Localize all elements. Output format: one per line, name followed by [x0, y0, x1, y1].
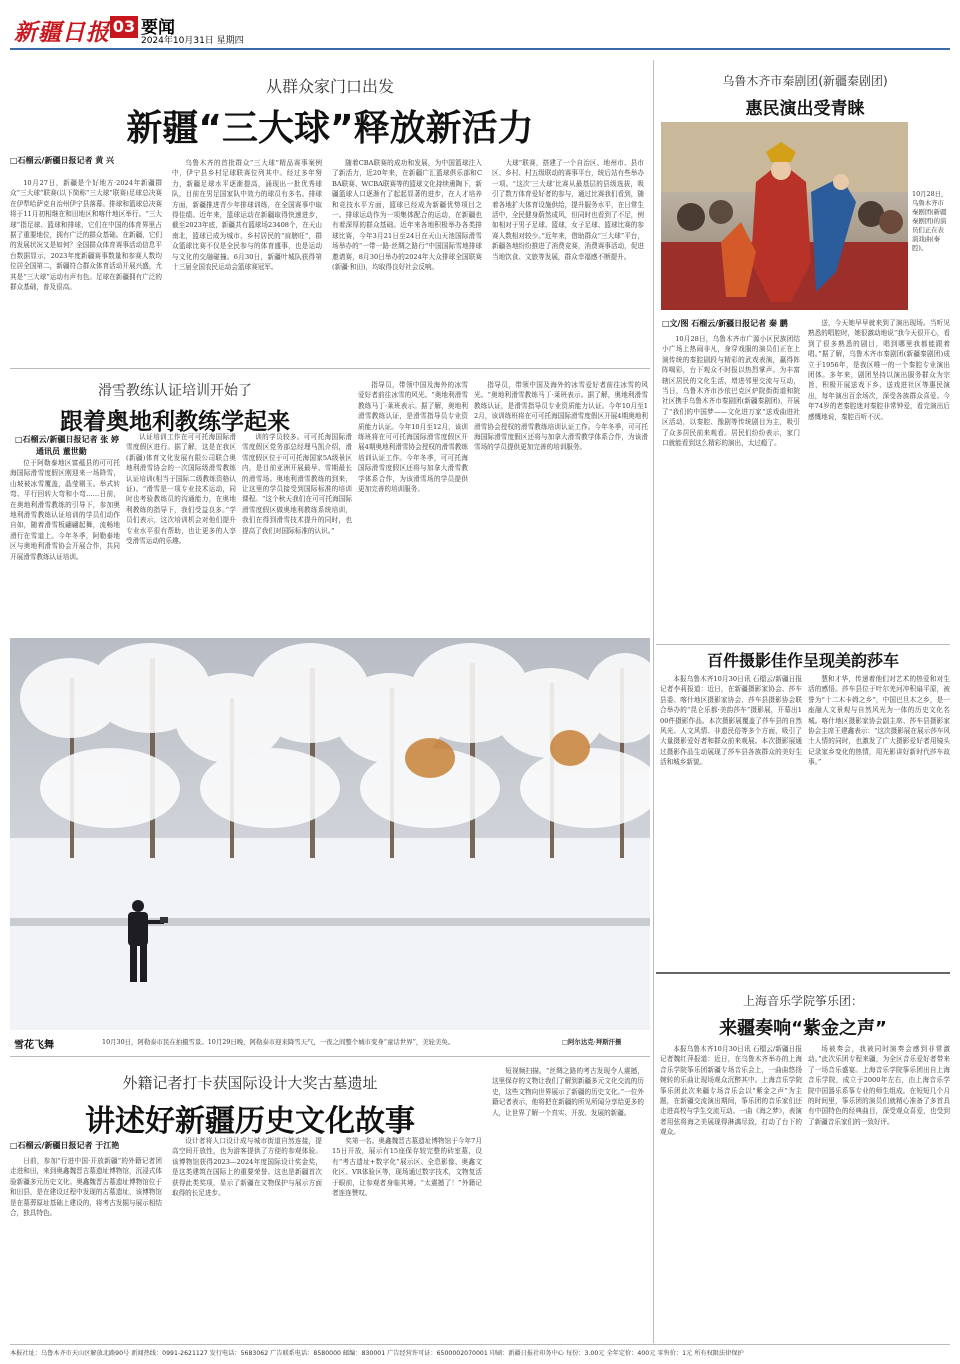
photo-caption-bar [10, 1034, 650, 1050]
divider [656, 972, 950, 974]
issue-date: 2024年10月31日 星期四 [141, 36, 244, 46]
article3-byline2: 通讯员 董世勤 [36, 447, 87, 456]
article3-byline: □石榴云/新疆日报记者 张 婷 [15, 435, 120, 444]
article2-col1: 10月28日，乌鲁木齐市广源小区民族团结小广场上热闹非凡，身穿戏服的演员们正在上演传统的秦腔剧段与精彩的武戏表演，赢得阵阵喝彩，台下观众不时报以热烈掌声。为丰富辖区居民的文化生活，增进邻里交流与互动，当日，乌鲁木齐市沙依巴克区炉院街街道和院社区携手乌鲁木齐市秦剧团(新疆秦剧团)，开展了“我们的中国梦——文化进万家”送戏曲进社区活动，以秦腔、豫剧等传统剧目为主，吸引了众多居民前来观看。居民们纷纷表示，家门口就能看到这么精彩的演出，太过瘾了。 [662, 335, 800, 448]
divider [656, 644, 950, 645]
article5-col1: 本报乌鲁木齐10月30日讯 石榴云/新疆日报记者魏红萍报道：近日，在乌鲁木齐举办的上海音乐学院筝乐团新疆专场音乐会上，一曲曲悠扬婉转的乐曲让现场观众沉醉其中。上海音乐学院筝乐团此次来疆专场音乐会以“紫金之声”为主题，在新疆交流演出期间，筝乐团的音乐家们还走进高校与学生交流互动。一曲《海之梦》，表演者用弦将海之美展现得淋漓尽致，打动了台下的观众。 [660, 1045, 802, 1137]
section-title: 要闻 [141, 18, 175, 38]
article3-col4: 指导员，带领中国及海外的冰雪爱好者前往冰雪的风光。“奥地利滑雪教练马丁·莱班表示。据了解，奥地利滑雪教练认证，是滑雪指导员专业资质能力认证。今年10月至12月，该训练班将在可可托海国际滑雪度假区开展4期奥地利滑雪协会授权的滑雪教练培训认证工作。今年冬季，可可托海国际滑雪度假区还将与加拿大滑雪教学体系合作，为该滑雪场的学员提供更加完善的培训服务。 [358, 381, 468, 494]
article6-col1: 日前，参加“行进中国·开放新疆”的外籍记者团走进和田，来到奥鑫魏晋古墓遗址博物馆，沉浸式体验新疆多元历史文化。奥鑫魏晋古墓遗址博物馆位于和田县，是在建设过程中发现的古墓遗址，该博物馆是在墓葬原址基础上建设的，将考古发掘与展示相结合，独具特色。 [10, 1157, 162, 1218]
article1-col4: 大球”联赛，搭建了一个自治区、地州市、县市区、乡村、村五级联动的赛事平台，统后站有些举办一项。“这次‘三大球’比赛从最基层的县级选拔，吸引了数万体育爱好者的参与，通过比赛我们看到，随着各地扩大体育设施供给，提升服务水平，在日常生活中，全民健身蔚然成风，但同时也看到了不足，例如相对于男子足球、篮球，女子足球、篮球比赛的参赛人数相对较少。”近年来，借助群众“三大球”平台，新疆各地纷纷推进了消费竞赛，消费赛事活动，促进当地饮食、文旅等发展，群众幸福感不断提升。 [492, 159, 644, 261]
article3-col2: 认证培训工作在可可托海国际滑雪度假区进行。据了解，这是在我区(新疆)体育文化发展有限公司联合奥地利滑雪协会的一次国际级滑雪教练认证培训(相当于国际二级教练资格认证)。“滑雪是一项专业技术运动，同时也考验教练员的沟通能力，在奥地利教练的指导下，我们受益良多。”学员们表示，这次培训机会对他们提升专业水平很有帮助，也让更多的人享受滑雪运动的乐趣。 [126, 433, 236, 546]
article3-col4-continued: 指导员，带领中国及海外的冰雪爱好者前往冰雪的风光。“奥地利滑雪教练马丁·莱班表示。据了解，奥地利滑雪教练认证，是滑雪指导员专业资质能力认证。今年10月至12月，该训练班将在可可托海国际滑雪度假区开展4期奥地利滑雪协会授权的滑雪教练培训认证工作。今年冬季，可可托海国际滑雪度假区还将与加拿大滑雪教学体系合作，为该滑雪场的学员提供更加完善的培训服务。 [474, 381, 648, 452]
article2-byline: □文/图 石榴云/新疆日报记者 秦 鹏 [662, 319, 788, 328]
newspaper-logo: 新疆日报 [14, 19, 110, 46]
article4-headline: 百件摄影佳作呈现美韵莎车 [706, 651, 899, 670]
opera-performance-photo [661, 122, 908, 310]
article5-kicker: 上海音乐学院筝乐团： [742, 994, 863, 1008]
article6-col3: 奖第一名。奥鑫魏晋古墓遗址博物馆于今年7月15日开放，展示有15座保存较完整的砖室墓，设有“考古遗址+数字化”展示区、全息影像、奥鑫文化区、VR体验区等，现场通过数字技术，文物复活于眼前，让参观者身临其境。“太震撼了！”外籍记者连连赞叹。 [332, 1137, 482, 1198]
article2-col2: 送，今天她早早就来到了演出现场。当听见熟悉的唱腔时，她很激动地说“我今天很开心，看到了很多熟悉的剧目，唱到哪里我都能跟着唱。”据了解，乌鲁木齐市秦剧团(新疆秦剧团)成立于1956年，是我区唯一的一个秦腔专业演出团体。多年来，剧团坚持以演出服务群众为宗旨，积极开展送戏下乡、送戏进社区等惠民演出，每年演出百余场次，深受各族群众喜爱。今年74岁的老秦腔迷对秦腔非常钟爱，看完演出后感慨地说，秦腔百听不厌。 [808, 319, 950, 421]
article5-col2: 场被奏会，我被同时演奏会感到非常激动。”此次乐团专程来疆，为全区音乐爱好者带来了一场音乐盛宴。上海音乐学院筝乐团出自上海音乐学院，成立于2000年左右，由上海音乐学院中国器乐系筝专业的师生组成。在短短几个月的时间里，筝乐团的演员们就精心准备了多首具有中国特色的经典曲目，深受观众喜爱，也受到了新疆音乐家们的一致好评。 [808, 1045, 950, 1126]
article6-byline: □石榴云/新疆日报记者 于江艳 [10, 1141, 120, 1150]
article5-headline: 来疆奏响“紫金之声” [719, 1018, 887, 1039]
article4-col2: 慧和才华，传递着他们对艺术的热爱和对生活的感悟。莎车县位于叶尔羌河冲积扇平原，被誉为“十二木卡姆之乡”，中国巴旦木之乡，是一座融人文景观与自然风光为一体的历史文化名城。喀什地区摄影家协会副主席、莎车县摄影家协会主席王建鑫表示：“这次摄影展在展示莎车风土人情的同时，也激发了广大摄影爱好者用镜头记录家乡变化的热情，用光影讲好新时代莎车故事。” [808, 675, 950, 767]
divider [10, 368, 650, 369]
article1-byline: □石榴云/新疆日报记者 黄 兴 [10, 156, 115, 165]
article6-kicker: 外籍记者打卡获国际设计大奖古墓遗址 [122, 1074, 378, 1092]
article6-headline: 讲述好新疆历史文化故事 [85, 1104, 415, 1139]
masthead [0, 0, 960, 50]
article3-kicker: 滑雪教练认证培训开始了 [98, 383, 252, 399]
divider [10, 1056, 650, 1057]
article3-headline: 跟着奥地利教练学起来 [60, 409, 290, 435]
page-number: 03 [110, 16, 138, 38]
photo-credit: □阿尔达克·拜斯汗摄 [562, 1038, 622, 1046]
column-divider [653, 60, 654, 665]
article1-headline: 新疆“三大球”释放新活力 [126, 108, 534, 149]
article1-kicker: 从群众家门口出发 [265, 77, 394, 96]
article2-headline: 惠民演出受青睐 [745, 99, 865, 119]
article6-col2: 设计者将人口设计成与城市街道自然连接，提高空间开放性，也为游客提供了方便的参观体验。该博物馆获得2023—2024年度国际设计奖金奖，是这类建筑在国际上的重要荣誉。这也是新疆首次获得此类奖项，显示了新疆在文物保护与展示方面取得的长足进步。 [172, 1137, 322, 1198]
footer-info: 本报社址：乌鲁木齐市天山区解放北路90号 新闻热线：0991-2621127 发行电话：5683062 广告联系电话：8580000 邮编：830001 广告经营许可证：6500002070001 印刷：新疆日报社印务中心 每份：3.00元 全年定价：400元 零售价：1元 所有权限法律保护 [10, 1350, 744, 1357]
photo-title: 雪花飞舞 [14, 1040, 54, 1051]
article3-col3: 训的学员较多。可可托海国际滑雪度假区党务部总经理马凯介绍，滑雪度假区位于可可托海国家5A级景区内，是目前亚洲开展最早、雪期最长的滑雪场。奥地利滑雪教练的到来，让这里的学员接受到国际标准的培训课程。“这个秋天我们在可可托海国际滑雪度假区做奥地利教练系统培训，我们在得到滑雪技术提升的同时，也提高了我们对国际标准的认识。” [242, 433, 352, 535]
photo-caption: 10月30日，阿勒泰市民在拍摄雪景。10月29日晚，阿勒泰市迎来降雪天气，一夜之间整个城市变身“童话世界”，美轮美奂。 [102, 1038, 455, 1046]
article6-col4: 短视频扫描。“丝绸之路的考古发现令人震撼，这里保存的文物让我们了解到新疆多元文化交流的历史，这些文物向世界展示了新疆的历史文化。”一位外籍记者表示，他将把在新疆的所见所闻分享给更多的人，让世界了解一个真实、开放、发展的新疆。 [492, 1067, 644, 1117]
article2-kicker: 乌鲁木齐市秦剧团(新疆秦剧团) [722, 74, 888, 88]
masthead-rule [10, 48, 950, 50]
footer-rule [10, 1344, 950, 1345]
article2-photo-caption: 10月28日，乌鲁木齐市秦剧团(新疆秦剧团)的演员们正在表演戏曲(秦腔)。 [912, 190, 948, 252]
article1-col1: 10月27日，新疆是个好地方·2024年新疆群众“三大球”联赛(以下简称“三大球”联赛)足球总决赛在伊犁哈萨克自治州伊宁县落幕。排球和篮球总决赛将于11月初相继在和田地区和喀什地区举行。“三大球”指足球、篮球和排球，它们在中国的体育界里占据了重要地位，拥有广泛的群众基础。在新疆，它们的发展状况又是如何？全国群众体育赛事活动信息平台数据显示，2023年度新疆赛事数量和参赛人数均位居全国第二，新疆符合群众体育活动开展兴盛，尤其是“三大球”运动有声有色。足球在新疆拥有广泛的群众基础，普及很高。 [10, 179, 162, 292]
snow-scene-photo [10, 638, 650, 1030]
article3-col1: 位于阿勒泰地区富蕴县的可可托海国际滑雪度假区刚迎来一场降雪，山坡被冰雪覆盖，晶莹剔玉。举式转弯、平行回转大弯和小弯……日前，在奥地利滑雪教练的引导下，参加奥地利滑雪教练认证培训的学员们动作自如，随着滑雪板翩翩起舞，流畅地滑行在雪道上。今年冬季，阿勒泰地区与奥地利滑雪协会开展合作，共同开展滑雪教练认证培训。 [10, 459, 120, 561]
column-divider [653, 665, 654, 1343]
article1-col3: 随着CBA联赛的成功和发展，为中国篮球注入了新活力，近20年来，在新疆广汇篮球俱乐部和CBA联赛、WCBA联赛等的篮球文化持续熏陶下，新疆篮球人口逐渐有了起起显著的进步，在人才培养和竞技水平方面，篮球已经成为新疆优势项目之一。排球运动作为一项集体配合的运动，在新疆也有着深厚的群众基础。近年来各地积极举办各类排球比赛，今年3月21日至24日在天山天池国际滑雪场举办的“一带一路·丝绸之路行”中国国际雪地排球邀请赛，8月30日举办的2024年大众排球全国联赛(新疆·和田)，均取得良好社会反响。 [332, 159, 482, 272]
article4-col1: 本报乌鲁木齐10月30日讯 石榴云/新疆日报记者李莉报道：近日，在新疆摄影家协会、莎车县委、喀什地区摄影家协会、莎车县摄影协会联合举办的“昆仑乐都·美韵莎车”摄影展，开幕出100件摄影作品。本次摄影展覆盖了莎车县的自然风光、人文风情、非遗民俗等多个方面，吸引了大量摄影爱好者和群众前来观展。本次摄影展通过摄影作品生动展现了莎车县各族群众的美好生活和城乡新貌。 [660, 675, 802, 767]
article1-col2: 乌鲁木齐的首批群众“三大球”精品赛事案例中，伊宁县乡村足球联赛位列其中。经过多年努力，新疆足球水平逐渐提高，涌现出一批优秀球队，目前在男足国家队中效力的球员有多名。排球方面，新疆推进青少年排球训练，在全国赛事中取得佳绩。近年来，篮球运动在新疆取得快速进步，截至2023年底，新疆共有篮球场23408个，在天山南北，篮球已成为城市、乡村居民的“肩膀旺”，群众篮球比赛不仅是全民参与的体育盛事，也是运动与文化的交融碰撞。6月30日，新疆叶城队获得第十三届全国农民运动会篮球赛冠军。 [172, 159, 322, 272]
